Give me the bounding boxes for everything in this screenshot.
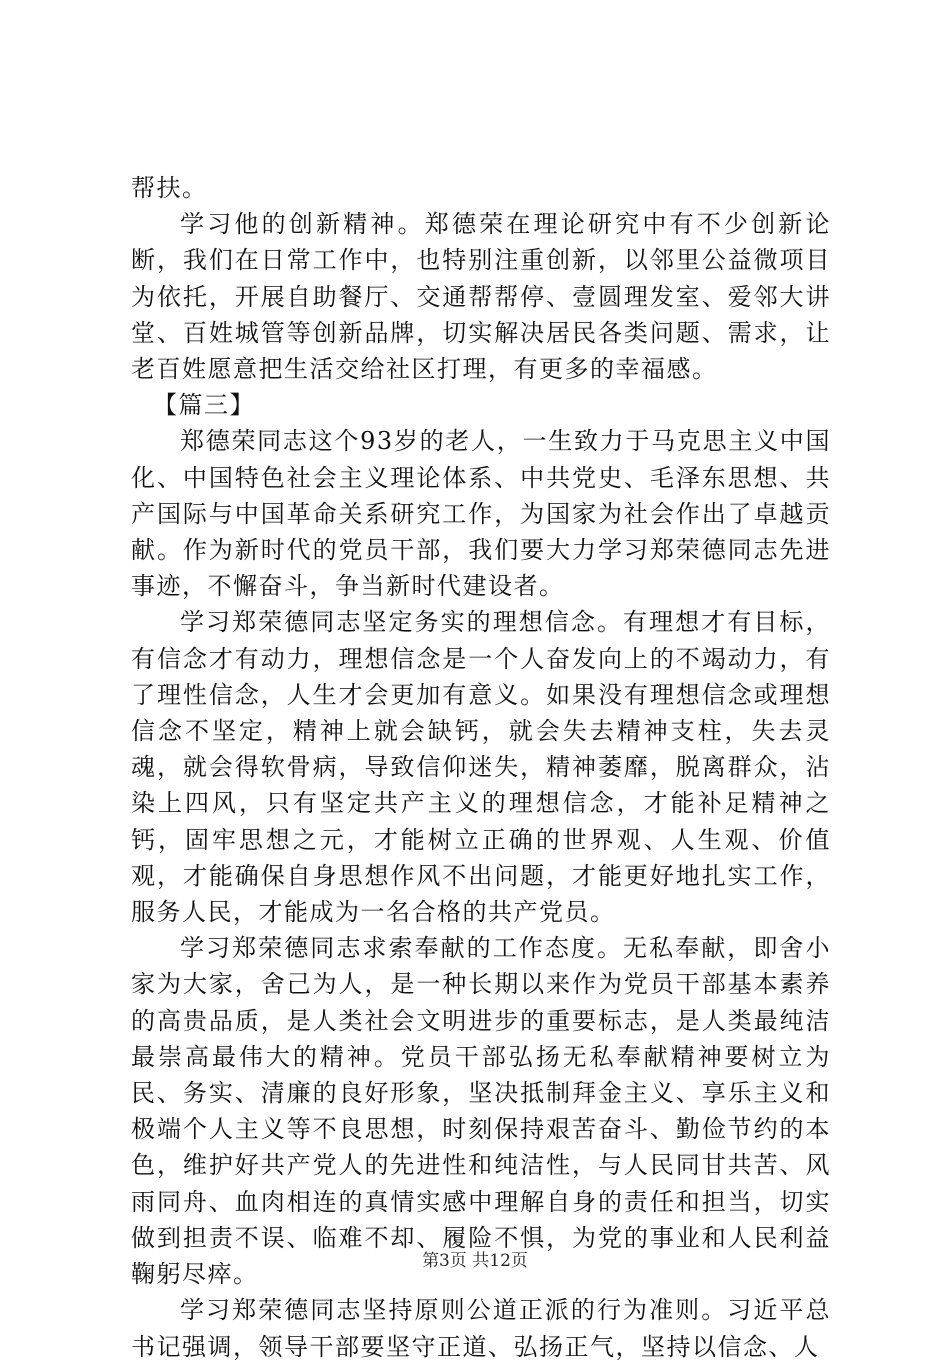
paragraph-ideals: 学习郑荣德同志坚定务实的理想信念。有理想才有目标，有信念才有动力，理想信念是一个人奋发向上的不竭动力，有了理性信念，人生才会更加有意义。如果没有理想信念或理想信念不坚定，精神上就会缺钙，就会失去精神支柱，失去灵魂，就会得软骨病，导致信仰迷失，精神萎靡，脱离群众，沾染上四风，只有坚定共产主义的理想信念，才能补足精神之钙，固牢思想之元，才能树立正确的世界观、人生观、价值观，才能确保自身思想作风不出问题，才能更好地扎实工作，服务人民，才能成为一名合格的共产党员。 xyxy=(131,608,831,927)
section-heading: 【篇三】 xyxy=(153,391,255,420)
paragraph-continuation: 帮扶。 xyxy=(131,174,208,202)
paragraph-dedication: 学习郑荣德同志求索奉献的工作态度。无私奉献，即舍小家为大家，舍己为人，是一种长期以来作为党员干部基本素养的高贵品质，是人类社会文明进步的重要标志，是人类最纯洁最崇高最伟大的精神。党员干部弘扬无私奉献精神要树立为民、务实、清廉的良好形象，坚决抵制拜金主义、享乐主义和极端个人主义等不良思想，时刻保持艰苦奋斗、勤俭节约的本色，维护好共产党人的先进性和纯洁性，与人民同甘共苦、风雨同舟、血肉相连的真情实感中理解自身的责任和担当，切实做到担责不误、临难不却、履险不惧，为党的事业和人民利益鞠躬尽瘁。 xyxy=(131,934,831,1289)
paragraph-intro: 郑德荣同志这个93岁的老人，一生致力于马克思主义中国化、中国特色社会主义理论体系、中共党史、毛泽东思想、共产国际与中国革命关系研究工作，为国家为社会作出了卓越贡献。作为新时代的党员干部，我们要大力学习郑荣德同志先进事迹，不懈奋斗，争当新时代建设者。 xyxy=(131,427,831,601)
paragraph-innovation: 学习他的创新精神。郑德荣在理论研究中有不少创新论断，我们在日常工作中，也特别注重创新，以邻里公益微项目为依托，开展自助餐厅、交通帮帮停、壹圆理发室、爱邻大讲堂、百姓城管等创新品牌，切实解决居民各类问题、需求，让老百姓愿意把生活交给社区打理，有更多的幸福感。 xyxy=(131,210,831,384)
paragraph-principles: 学习郑荣德同志坚持原则公道正派的行为准则。习近平总书记强调，领导干部要坚守正道、弘扬正气，坚持以信念、人 xyxy=(131,1296,831,1361)
page-number-footer: 第3页 共12页 xyxy=(422,1251,528,1271)
document-body xyxy=(131,170,831,1365)
